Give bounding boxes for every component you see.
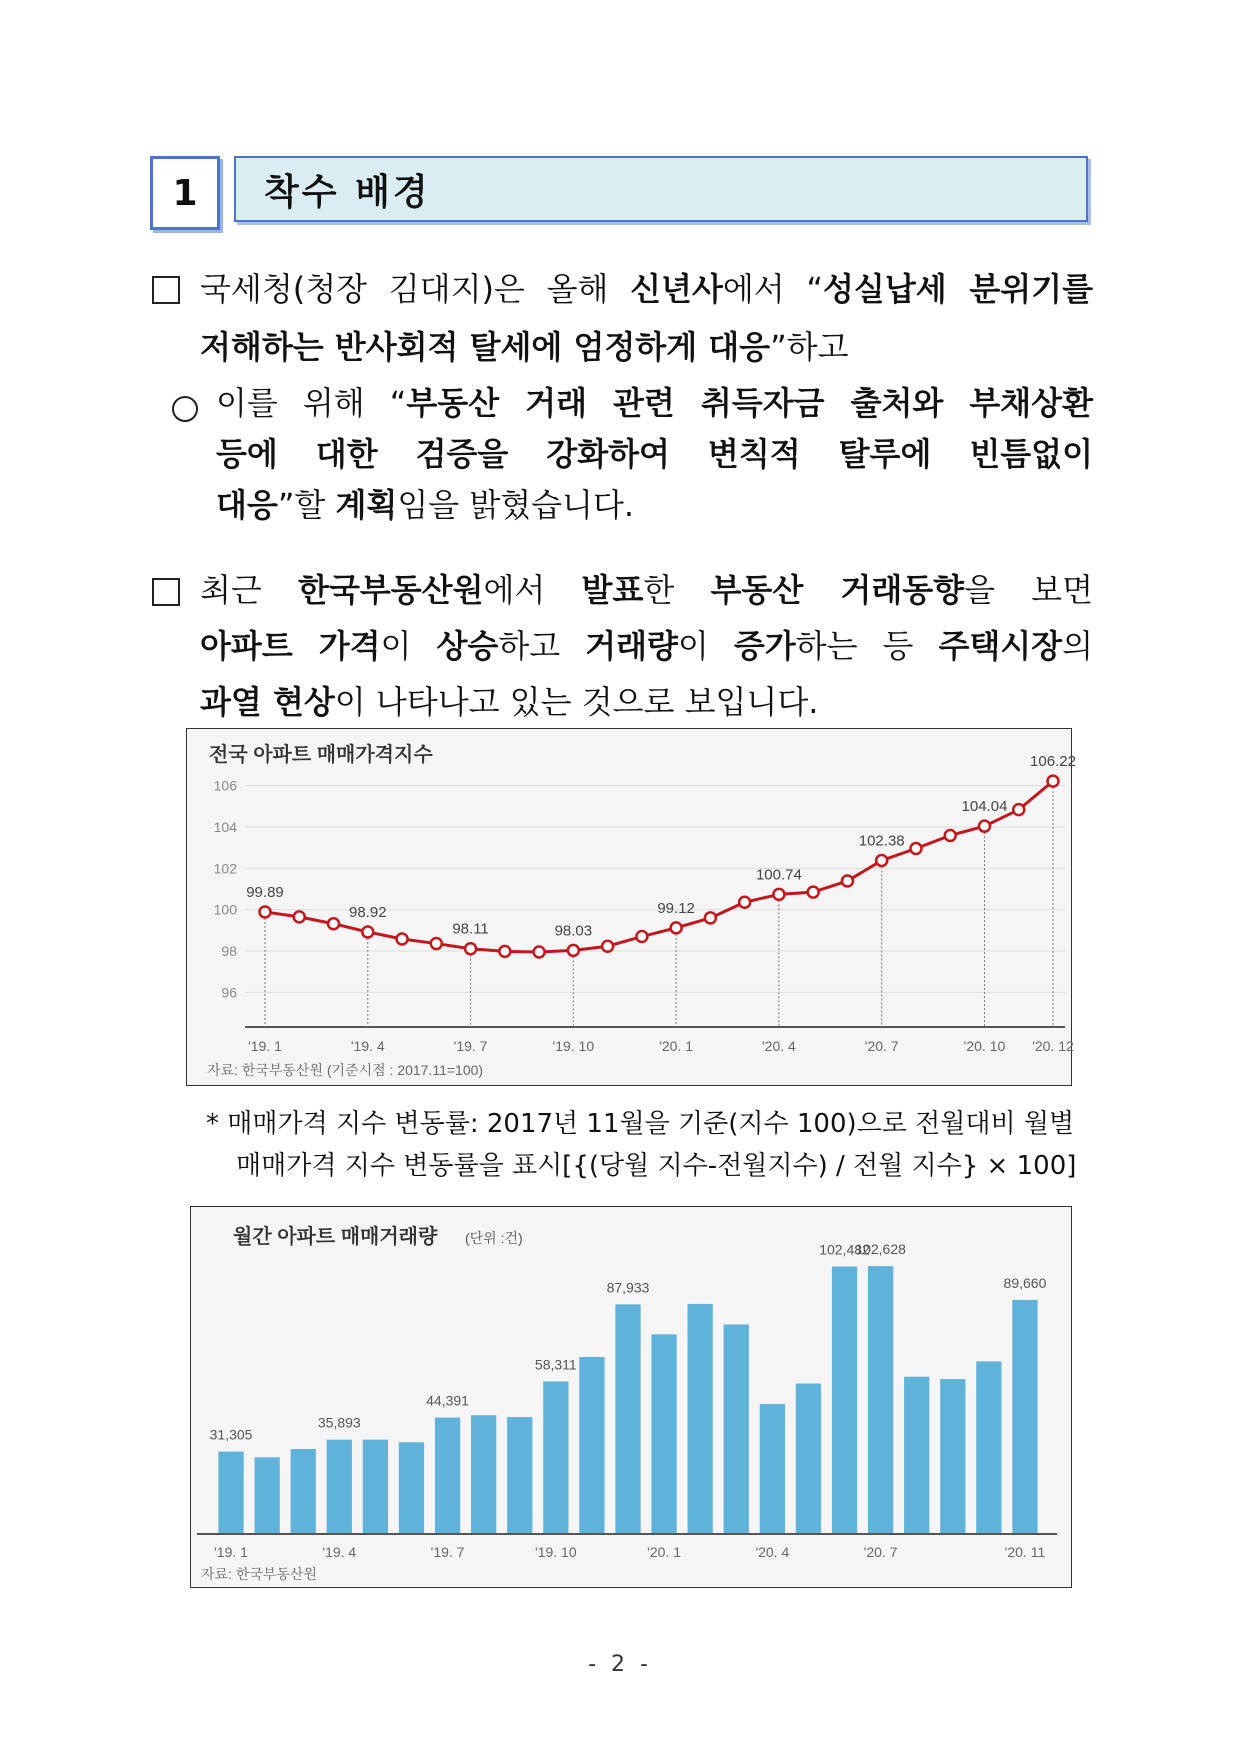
text-run: ”하고 [770,328,849,366]
data-label: 98.92 [349,903,387,921]
x-tick-label: '20. 7 [864,1038,899,1054]
text-run: 의 [1062,627,1094,665]
bar [291,1449,316,1533]
paragraph-1-line-1 [200,260,1093,318]
text-run: 하고 [498,627,586,665]
bar [1012,1300,1037,1533]
text-run: 발표 [581,571,644,609]
text-run: 아파트 가격 [200,627,381,665]
data-point [876,855,887,866]
x-tick-label: '20. 4 [762,1038,796,1054]
paragraph-3-line-3 [200,674,1093,730]
text-run: 등에 대한 검증을 강화하여 변칙적 탈루에 빈틈없이 [216,435,1093,473]
price-index-chart [186,728,1076,1086]
x-tick-label: '19. 10 [552,1038,595,1054]
text-run: 계획 [335,486,398,524]
data-point [671,922,682,933]
bar [940,1379,965,1533]
y-tick-label: 100 [213,901,237,918]
bar [796,1384,821,1534]
price-index-chart-svg [187,729,1076,1085]
checkbox-square-icon [152,276,180,304]
data-point [808,887,819,898]
paragraph-2-line-3 [216,480,1093,531]
y-tick-label: 106 [213,777,237,794]
text-run: 한국부동산원 [298,571,484,609]
x-tick-label: '19. 7 [430,1544,465,1560]
text-run: 한 [643,571,711,609]
bar [724,1324,749,1533]
data-label: 98.11 [452,920,489,938]
data-label: 106.22 [1030,753,1076,771]
checkbox-square-icon [152,578,180,606]
section-number: 1 [150,156,220,230]
bar [868,1266,893,1533]
paragraph-3 [200,562,1093,730]
paragraph-3-line-1 [200,562,1093,618]
data-point [431,938,442,949]
text-run: 거래량 [585,627,678,665]
x-tick-label: '20. 4 [755,1544,790,1560]
text-run: 이 [677,627,734,665]
text-run: 최근 [200,571,299,609]
bar [579,1357,604,1533]
data-point [1013,804,1024,815]
text-run: 이 [380,627,437,665]
data-point [773,889,784,900]
text-run: 과열 현상 [200,683,335,721]
trade-volume-chart [190,1206,1072,1588]
data-point [636,931,647,942]
text-run: 성실납세 분위기를 [823,270,1093,308]
data-label: 102.38 [858,832,905,850]
section-title: 착수 배경 [234,156,1088,222]
series-line [265,781,1053,952]
paragraph-3-line-2 [200,618,1093,674]
data-label: 104.04 [961,798,1008,816]
bar [399,1442,424,1533]
data-point [1048,776,1059,787]
bar [507,1417,532,1533]
text-run: 하는 등 [795,627,939,665]
chart-source: 자료: 한국부동산원 [201,1566,317,1582]
circle-bullet-icon [172,396,198,422]
data-point [534,947,545,958]
text-run: 증가 [733,627,796,665]
x-tick-label: '20. 10 [963,1038,1006,1054]
text-run: 부동산 거래 관련 취득자금 출처와 부채상환 [406,384,1093,422]
x-tick-label: '20. 1 [659,1038,694,1054]
text-run: 이 나타나고 있는 것으로 보입니다. [334,683,819,721]
bar [543,1381,568,1533]
chart-title: 월간 아파트 매매거래량 [233,1226,438,1248]
data-point [328,918,339,929]
data-point [842,875,853,886]
text-run: 부동산 거래동향 [710,571,965,609]
text-run: 상승 [436,627,499,665]
data-point [705,912,716,923]
bar [471,1415,496,1533]
text-run: 주택시장 [938,627,1063,665]
footnote-line-2: 매매가격 지수 변동률을 표시[{(당월 지수-전월지수) / 전월 지수} × 100] [236,1151,1077,1181]
data-point [362,926,373,937]
bar [255,1457,280,1533]
x-tick-label: '19. 7 [453,1038,488,1054]
x-tick-label: '19. 1 [214,1544,248,1560]
y-tick-label: 98 [221,943,237,959]
x-tick-label: '19. 1 [248,1038,282,1054]
y-tick-label: 102 [213,860,237,877]
x-tick-label: '20. 1 [647,1544,681,1560]
text-run: 대응 [216,486,278,524]
data-label: 35,893 [317,1414,361,1431]
data-point [294,911,305,922]
bar [688,1304,713,1533]
data-label: 89,660 [1003,1274,1047,1291]
text-run: 국세청(청장 김대지)은 올해 [200,270,631,308]
paragraph-1-line-2 [200,318,1093,376]
data-label: 31,305 [209,1426,253,1443]
data-label: 100.74 [755,866,802,884]
data-point [465,943,476,954]
bar [435,1418,460,1533]
x-tick-label: '20. 12 [1032,1038,1074,1054]
page-number: - 2 - [588,1652,652,1677]
y-tick-label: 96 [221,984,237,1001]
paragraph-2 [216,378,1093,531]
trade-volume-chart-svg [191,1207,1071,1587]
data-label: 87,933 [606,1279,650,1296]
text-run: ”할 [277,486,336,524]
chart-source: 자료: 한국부동산원 (기준시점 : 2017.11=100) [207,1062,484,1078]
data-point [602,941,613,952]
bar [327,1440,352,1533]
data-label: 58,311 [534,1356,577,1373]
bar [904,1377,929,1533]
text-run: 에서 [483,571,582,609]
footnote-line-1: * 매매가격 지수 변동률: 2017년 11월을 기준(지수 100)으로 전월대비 월별 [206,1109,1075,1139]
paragraph-1 [200,260,1093,376]
bar [615,1304,640,1533]
chart-unit: (단위 :건) [465,1230,523,1246]
bar [976,1361,1001,1533]
data-point [979,821,990,832]
x-tick-label: '19. 4 [350,1038,385,1054]
data-point [260,906,271,917]
data-label: 98.03 [554,922,593,940]
data-point [739,897,750,908]
chart-title: 전국 아파트 매매가격지수 [209,744,433,766]
text-run: 저해하는 반사회적 탈세에 엄정하게 대응 [200,328,771,366]
data-label: 102,482 [819,1241,870,1258]
data-label: 102,628 [855,1241,906,1258]
data-point [910,843,921,854]
data-label: 99.89 [246,883,284,901]
text-run: 신년사 [630,270,723,308]
paragraph-2-line-1 [216,378,1093,429]
x-tick-label: '20. 11 [1004,1544,1046,1560]
data-point [945,830,956,841]
text-run: 에서 “ [722,270,824,308]
x-tick-label: '19. 10 [535,1544,577,1560]
data-point [397,934,408,945]
y-tick-label: 104 [213,819,237,835]
data-label: 99.12 [657,899,695,917]
data-label: 44,391 [426,1392,469,1409]
data-point [568,945,579,956]
paragraph-2-line-2 [216,429,1093,480]
x-tick-label: '19. 4 [322,1544,357,1560]
text-run: 이를 위해 “ [216,384,407,422]
bar [218,1452,243,1533]
text-run: 을 보면 [964,571,1093,609]
data-point [499,946,510,957]
bar [832,1267,857,1533]
bar [760,1404,785,1533]
x-tick-label: '20. 7 [863,1544,898,1560]
bar [651,1334,676,1533]
section-heading [150,156,1093,228]
bar [363,1440,388,1533]
text-run: 임을 밝혔습니다. [397,486,635,524]
